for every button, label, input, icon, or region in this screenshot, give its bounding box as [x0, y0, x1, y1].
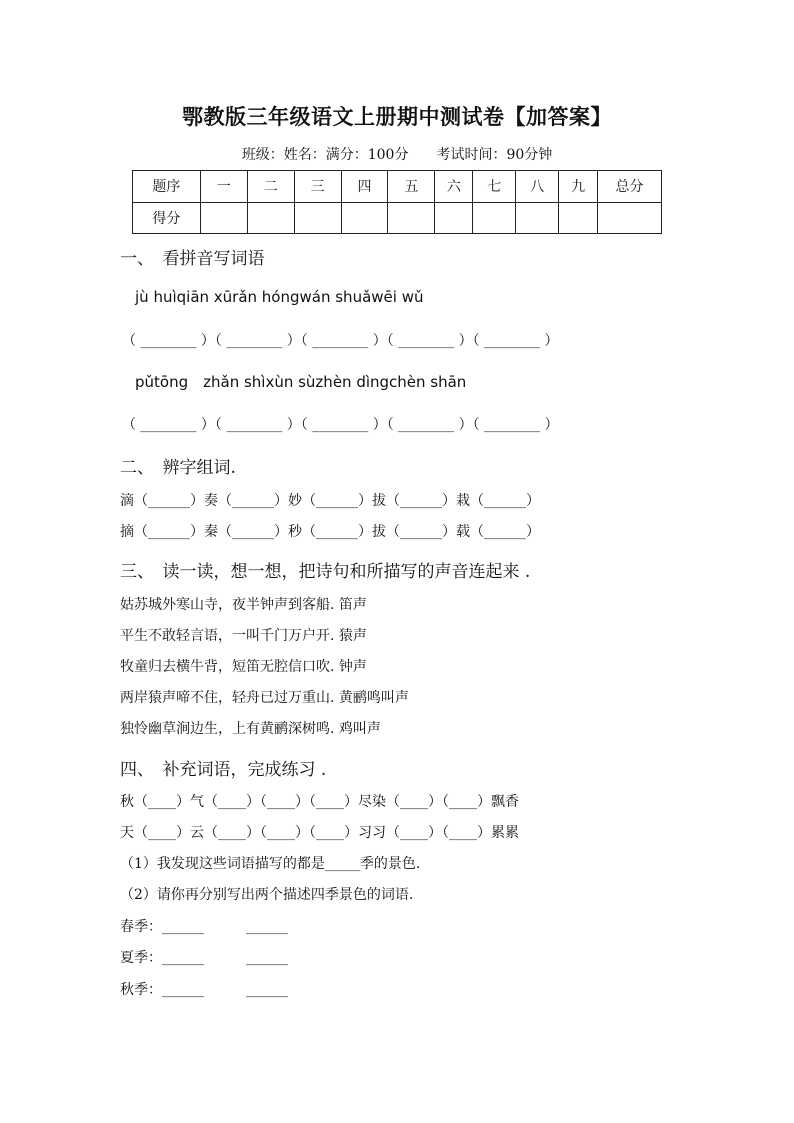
poem-line-4: 两岸猿声啼不住，轻舟已过万重山. 黄鹂鸣叫声	[120, 690, 409, 706]
question-2: （2）请你再分别写出两个描述四季景色的词语.	[120, 887, 414, 903]
score-cell[interactable]	[294, 202, 341, 234]
score-cell-total[interactable]	[598, 202, 662, 234]
word-group-row-1[interactable]: 滴（______）奏（______）妙（______）拔（______）栽（______）	[120, 493, 540, 509]
section1-heading: 一、 看拼音写词语	[120, 249, 265, 269]
score-table-header-row	[133, 171, 662, 203]
idiom-row-2[interactable]: 天（____）云（____）（____）（____）习习（____）（____）累累	[120, 825, 519, 841]
score-row-label: 得分	[133, 202, 201, 234]
score-cell[interactable]	[247, 202, 294, 234]
header-cell-question-number: 题序	[133, 171, 201, 203]
section3-heading: 三、 读一读，想一想，把诗句和所描写的声音连起来 .	[120, 562, 531, 582]
header-cell-3: 三	[294, 171, 341, 203]
season-spring-blanks[interactable]: 春季：______ ______	[120, 919, 288, 935]
poem-line-1: 姑苏城外寒山寺，夜半钟声到客船. 笛声	[120, 597, 367, 613]
answer-blanks-row-2[interactable]: （ ________ ）（ ________ ）（ ________ ）（ ________ ）（ ________ ）	[122, 417, 559, 433]
header-cell-9: 九	[559, 171, 598, 203]
header-cell-2: 二	[247, 171, 294, 203]
header-cell-4: 四	[341, 171, 388, 203]
score-cell[interactable]	[200, 202, 247, 234]
score-table	[132, 170, 662, 234]
poem-line-3: 牧童归去横牛背，短笛无腔信口吹. 钟声	[120, 659, 367, 675]
poem-line-2: 平生不敢轻言语，一叫千门万户开. 猿声	[120, 628, 367, 644]
header-cell-7: 七	[473, 171, 516, 203]
header-cell-8: 八	[516, 171, 559, 203]
score-cell[interactable]	[435, 202, 473, 234]
header-cell-1: 一	[200, 171, 247, 203]
word-group-row-2[interactable]: 摘（______）秦（______）秒（______）拔（______）载（______）	[120, 524, 540, 540]
answer-blanks-row-1[interactable]: （ ________ ）（ ________ ）（ ________ ）（ ________ ）（ ________ ）	[122, 333, 559, 349]
header-cell-5: 五	[388, 171, 435, 203]
question-1[interactable]: （1）我发现这些词语描写的都是_____季的景色.	[120, 856, 421, 872]
score-cell[interactable]	[516, 202, 559, 234]
score-cell[interactable]	[341, 202, 388, 234]
score-table-score-row	[133, 202, 662, 234]
pinyin-row-2: pǔtōng zhǎn shìxùn sùzhèn dìngchèn shān	[135, 373, 467, 391]
header-cell-total: 总分	[598, 171, 662, 203]
season-autumn-blanks[interactable]: 秋季：______ ______	[120, 982, 288, 998]
section4-heading: 四、 补充词语，完成练习 .	[120, 760, 327, 780]
idiom-row-1[interactable]: 秋（____）气（____）（____）（____）尽染（____）（____）飘香	[120, 794, 519, 810]
exam-info: 班级：姓名：满分：100分 考试时间：90分钟	[241, 147, 553, 163]
pinyin-row-1: jù huìqiān xūrǎn hóngwán shuǎwēi wǔ	[135, 288, 424, 306]
section2-heading: 二、 辨字组词.	[120, 458, 236, 478]
score-cell[interactable]	[559, 202, 598, 234]
score-cell[interactable]	[473, 202, 516, 234]
season-summer-blanks[interactable]: 夏季：______ ______	[120, 950, 288, 966]
score-cell[interactable]	[388, 202, 435, 234]
header-cell-6: 六	[435, 171, 473, 203]
poem-line-5: 独怜幽草涧边生，上有黄鹂深树鸣. 鸡叫声	[120, 721, 381, 737]
page-title: 鄂教版三年级语文上册期中测试卷【加答案】	[182, 104, 612, 129]
